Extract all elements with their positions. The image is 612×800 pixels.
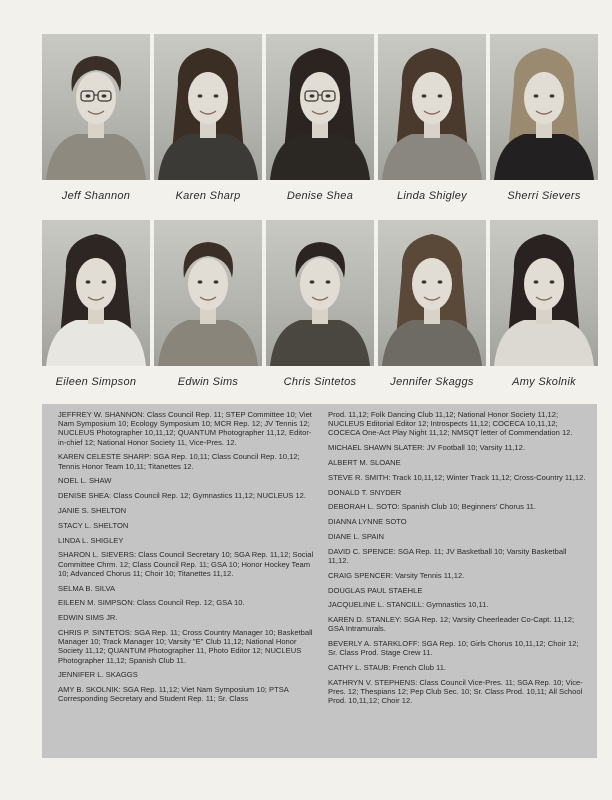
biography-entry: JENNIFER L. SKAGGS <box>58 670 138 680</box>
biography-entry: JEFFREY W. SHANNON: Class Council Rep. 11; STEP Committee 10; Viet Nam Symposium 10; Ecology Symposium 10; MCR Rep. 12; JV Tennis 12; NUCLEUS Photographer 10,11,12; QUANTUM Photographer 11,12, Editor-in-chief 12; National Honor Society 11, Vice-Pres. 12. <box>58 410 312 447</box>
portrait-photo <box>490 220 598 366</box>
portrait-photo-image <box>490 34 598 180</box>
portrait-photo <box>42 34 150 180</box>
biography-column-right <box>328 410 588 711</box>
biography-entry: KATHRYN V. STEPHENS: Class Council Vice-Pres. 11; SGA Rep. 10; Vice-Pres. 12; Thespians 12; Pep Club Sec. 10; Sr. Class Prod. 10,11; All School Prod. 10,11,12; Choir 12. <box>328 677 583 706</box>
portrait-photo <box>154 34 262 180</box>
student-portrait <box>42 34 150 202</box>
portrait-photo-image <box>266 34 374 180</box>
portrait-caption: Eileen Simpson <box>55 376 137 388</box>
biography-entry: DENISE SHEA: Class Council Rep. 12; Gymnastics 11,12; NUCLEUS 12. <box>58 491 307 501</box>
biography-entry: ALBERT M. SLOANE <box>328 458 401 467</box>
biography-entry: SELMA B. SILVA <box>58 583 116 593</box>
portrait-caption: Chris Sintetos <box>283 376 357 388</box>
portrait-caption: Jeff Shannon <box>61 190 131 202</box>
biography-entry: EDWIN SIMS JR. <box>58 613 118 623</box>
portrait-caption: Karen Sharp <box>175 190 241 202</box>
portrait-photo <box>490 34 598 180</box>
student-portrait <box>490 220 598 388</box>
portrait-photo <box>266 220 374 366</box>
portrait-photo-image <box>378 220 486 366</box>
portrait-caption: Amy Skolnik <box>512 376 576 388</box>
student-portrait <box>490 34 598 202</box>
biography-entry: DIANNA LYNNE SOTO <box>328 517 407 527</box>
portrait-photo-image <box>490 220 598 366</box>
biography-entry: CATHY L. STAUB: French Club 11. <box>328 663 447 673</box>
portrait-photo <box>154 220 262 366</box>
biography-entry: CHRIS P. SINTETOS: SGA Rep. 11; Cross Country Manager 10; Basketball Manager 10; Track Manager 10; Varsity "E" Club 11,12; National Honor Society 11,12; QUANTUM Photographer 11, Photo Editor 12; NUCLEUS Photographer 11,12; Spanish Club 11. <box>58 627 313 665</box>
portrait-photo-image <box>266 220 374 366</box>
portrait-photo-image <box>154 34 262 180</box>
portrait-caption: Jennifer Skaggs <box>390 376 474 388</box>
portrait-row-2 <box>42 220 598 388</box>
portrait-caption: Edwin Sims <box>177 376 239 388</box>
student-portrait <box>154 34 262 202</box>
student-portrait <box>42 220 150 388</box>
portrait-photo-image <box>378 34 486 180</box>
biography-entry: AMY B. SKOLNIK: SGA Rep. 11,12; Viet Nam Symposium 10; PTSA Corresponding Secretary and Student Rep. 11; Sr. Class <box>58 685 289 704</box>
biography-entry: Prod. 11,12; Folk Dancing Club 11,12; National Honor Society 11,12; NUCLEUS Editorial Editor 12; Introspects 11,12; COCECA 10,11,12; COCECA One-Act Play Night 11,12; NMSQT letter of Commendation 12. <box>328 410 573 438</box>
portrait-photo-image <box>154 220 262 366</box>
biography-entry: STACY L. SHELTON <box>58 520 129 530</box>
biography-entry: KAREN CELESTE SHARP: SGA Rep. 10,11; Class Council Rep. 10,12; Tennis Honor Team 10,11; Titanettes 12. <box>58 452 300 471</box>
biography-entry: STEVE R. SMITH: Track 10,11,12; Winter Track 11,12; Cross-Country 11,12. <box>328 472 586 482</box>
biography-entry: DONALD T. SNYDER <box>328 487 402 497</box>
biography-entry: SHARON L. SIEVERS: Class Council Secretary 10; SGA Rep. 11,12; Social Committee Chrm. 12; Class Council Rep. 11; GSA 10; Honor Hockey Team 10; Advanced Chorus 11; Choir 10; Titanettes 11,12. <box>58 550 314 578</box>
biography-panel <box>42 404 597 758</box>
portrait-caption: Sherri Sievers <box>507 190 581 202</box>
portrait-caption: Denise Shea <box>286 190 354 202</box>
biography-entry: JACQUELINE L. STANCILL: Gymnastics 10,11. <box>328 600 489 610</box>
portrait-row-1 <box>42 34 598 202</box>
biography-entry: EILEEN M. SIMPSON: Class Council Rep. 12; GSA 10. <box>58 598 245 608</box>
portrait-photo <box>266 34 374 180</box>
biography-entry: MICHAEL SHAWN SLATER: JV Football 10; Varsity 11,12. <box>328 443 525 453</box>
portrait-photo <box>378 34 486 180</box>
portrait-photo-image <box>42 34 150 180</box>
biography-entry: DOUGLAS PAUL STAEHLE <box>328 585 423 595</box>
biography-entry: BEVERLY A. STARKLOFF: SGA Rep. 10; Girls Chorus 10,11,12; Choir 12; Sr. Class Prod. Stage Crew 11. <box>328 639 579 658</box>
student-portrait <box>266 220 374 388</box>
biography-entry: DEBORAH L. SOTO: Spanish Club 10; Beginners' Chorus 11. <box>328 502 536 512</box>
student-portrait <box>378 34 486 202</box>
biography-entry: LINDA L. SHIGLEY <box>58 535 124 545</box>
biography-entry: KAREN D. STANLEY: SGA Rep. 12; Varsity Cheerleader Co-Capt. 11,12; GSA Intramurals. <box>328 615 575 634</box>
biography-column-left <box>58 410 318 709</box>
biography-entry: DAVID C. SPENCE: SGA Rep. 11; JV Basketball 10; Varsity Basketball 11,12. <box>328 546 567 565</box>
biography-entry: NOEL L. SHAW <box>58 476 112 486</box>
portrait-photo <box>378 220 486 366</box>
portrait-caption: Linda Shigley <box>397 190 467 202</box>
biography-entry: DIANE L. SPAIN <box>328 531 384 541</box>
student-portrait <box>266 34 374 202</box>
biography-entry: CRAIG SPENCER: Varsity Tennis 11,12. <box>328 570 465 580</box>
portrait-photo-image <box>42 220 150 366</box>
student-portrait <box>154 220 262 388</box>
student-portrait <box>378 220 486 388</box>
biography-entry: JANIE S. SHELTON <box>58 506 127 515</box>
portrait-photo <box>42 220 150 366</box>
